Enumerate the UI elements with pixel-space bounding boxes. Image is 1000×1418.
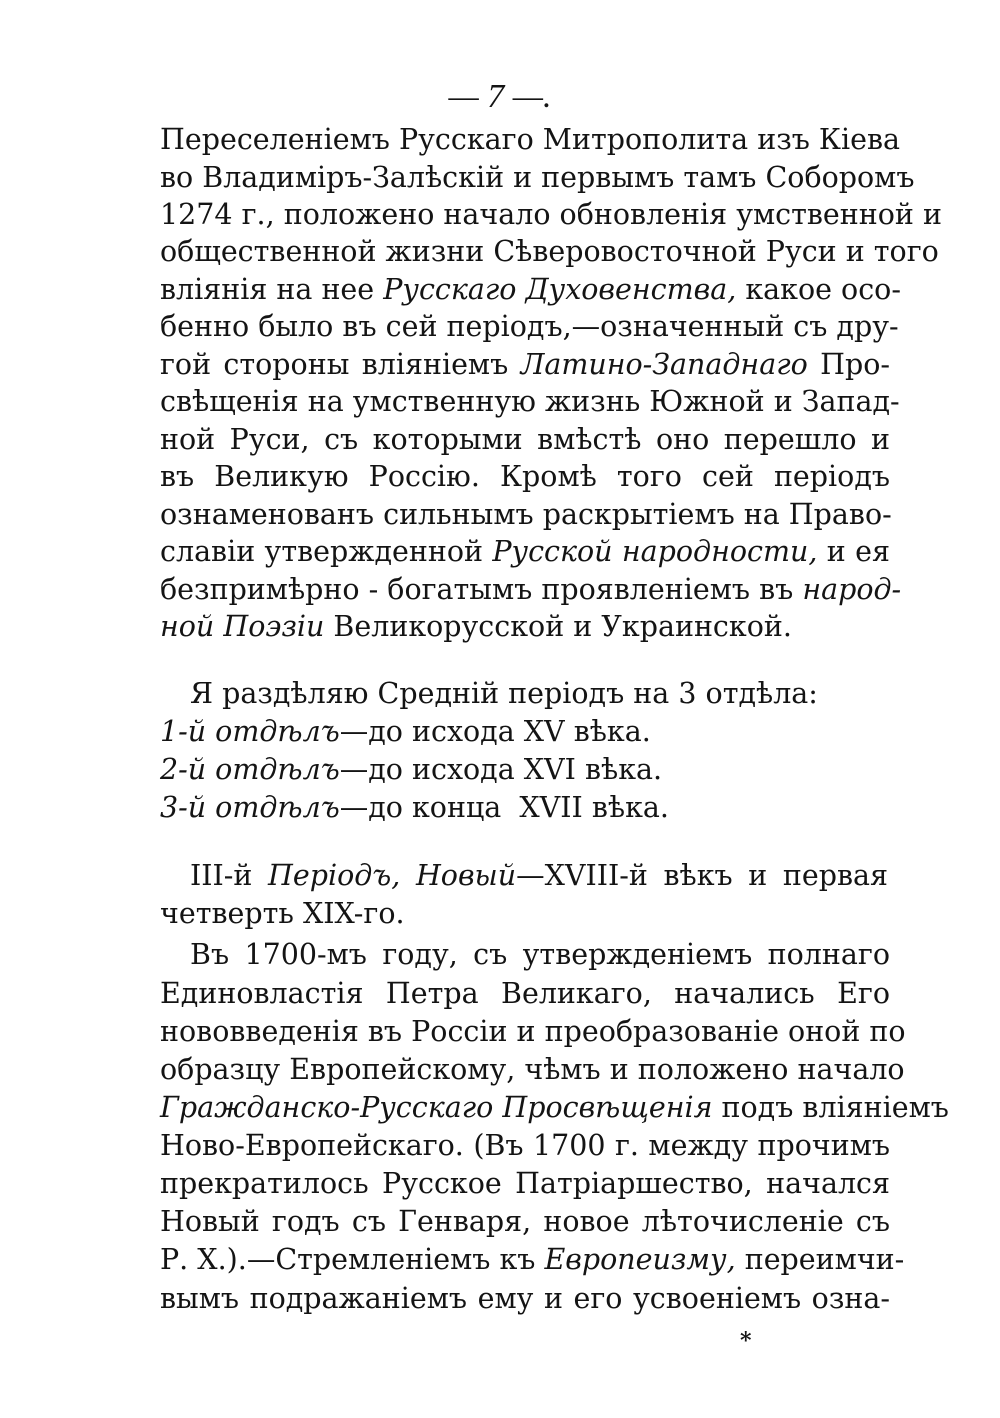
paragraph-2-line xyxy=(160,1126,890,1166)
text-run: Новый годъ съ Генваря, новое лѣточисленіе съ xyxy=(160,1205,890,1238)
paragraph-2-line xyxy=(160,1050,905,1090)
text-run: нововведенія въ Россіи и преобразованіе оной по xyxy=(160,1015,906,1048)
division-item xyxy=(160,750,720,790)
text-run: Переселеніемъ Русскаго Митрополита изъ Кіева xyxy=(160,123,901,156)
text-run: четверть XIX-го. xyxy=(160,897,405,930)
italic-text: 1-й отдѣлъ xyxy=(160,715,340,748)
paragraph-1-line xyxy=(160,232,939,272)
text-run: вымъ подражаніемъ ему и его усвоеніемъ озна- xyxy=(160,1282,890,1315)
text-run: Въ 1700-мъ году, съ утвержденіемъ полнаго xyxy=(190,938,890,971)
text-run: славіи утвержденной xyxy=(160,535,493,568)
text-run: во Владиміръ-Залѣскій и первымъ тамъ Соборомъ xyxy=(160,161,915,194)
text-run: образцу Европейскому, чѣмъ и положено начало xyxy=(160,1053,905,1086)
text-run: —до конца XVII вѣка. xyxy=(339,791,669,824)
italic-text: Европеизму, xyxy=(544,1243,736,1276)
text-run: безпримѣрно - богатымъ проявленіемъ въ xyxy=(160,573,803,606)
text-run: прекратилось Русское Патріаршество, начался xyxy=(160,1167,890,1200)
paragraph-1-line xyxy=(160,307,899,347)
paragraph-1-line xyxy=(160,457,890,497)
italic-text: 3-й отдѣлъ xyxy=(160,791,340,824)
paragraph-1-line xyxy=(160,345,890,385)
text-run: гой стороны вліяніемъ xyxy=(160,348,521,381)
paragraph-1-line xyxy=(160,570,902,610)
period-3-heading xyxy=(190,856,888,896)
division-item xyxy=(160,712,720,752)
divisions-intro xyxy=(190,674,830,714)
paragraph-1-line xyxy=(160,532,890,572)
text-run: въ Великую Россію. Кромѣ того сей періодъ xyxy=(160,460,890,493)
text-run: и ея xyxy=(817,535,890,568)
signature-mark: * xyxy=(740,1328,752,1354)
paragraph-1-line xyxy=(160,270,901,310)
paragraph-2-line xyxy=(160,1012,906,1052)
paragraph-2-line xyxy=(160,1202,890,1242)
italic-text: Періодъ, Новый xyxy=(268,859,517,892)
text-run: общественной жизни Сѣверовосточной Руси и того xyxy=(160,235,939,268)
text-run: —XVIII-й вѣкъ и первая xyxy=(516,859,888,892)
italic-text: 2-й отдѣлъ xyxy=(160,753,340,786)
paragraph-1-line xyxy=(160,382,900,422)
text-run: ной Руси, съ которыми вмѣстѣ оно перешло и xyxy=(160,423,890,456)
paragraph-2-line xyxy=(160,1279,890,1319)
text-run: Я раздѣляю Средній періодъ на 3 отдѣла: xyxy=(190,677,818,710)
text-run: вліянія на нее xyxy=(160,273,384,306)
text-run: ознаменованъ сильнымъ раскрытіемъ на Право- xyxy=(160,498,892,531)
italic-text: ной Поэзіи xyxy=(160,610,325,643)
paragraph-2-line xyxy=(160,1240,905,1280)
text-run: Р. Х.).—Стремленіемъ къ xyxy=(160,1243,545,1276)
page-number: — 7 —. xyxy=(448,78,552,115)
paragraph-1-line xyxy=(160,420,890,460)
text-run: Про- xyxy=(807,348,890,381)
paragraph-1-line xyxy=(160,495,890,535)
paragraph-1-line xyxy=(160,195,942,235)
text-run: III-й xyxy=(190,859,268,892)
text-run: —до исхода XVI вѣка. xyxy=(339,753,663,786)
text-run: какое осо- xyxy=(736,273,901,306)
paragraph-2-line xyxy=(160,974,890,1014)
italic-text: Латино-Западнаго xyxy=(520,348,808,381)
italic-text: Русскаго Духовенства, xyxy=(383,273,737,306)
italic-text: Русской народности, xyxy=(492,535,818,568)
italic-text: Гражданско-Русскаго Просвѣщенія xyxy=(160,1091,713,1124)
text-run: —до исхода XV вѣка. xyxy=(339,715,651,748)
paragraph-1-line xyxy=(160,158,915,198)
text-run: переимчи- xyxy=(735,1243,905,1276)
paragraph-2-line xyxy=(190,935,890,975)
text-run: свѣщенія на умственную жизнь Южной и Запад- xyxy=(160,385,900,418)
paragraph-1-line xyxy=(160,120,901,160)
period-3-heading xyxy=(160,894,560,934)
paragraph-2-line xyxy=(160,1164,890,1204)
text-run: 1274 г., положено начало обновленія умственной и xyxy=(160,198,942,231)
division-item xyxy=(160,788,720,828)
text-run: Великорусской и Украинской. xyxy=(324,610,792,643)
text-run: бенно было въ сей періодъ,—означенный съ дру- xyxy=(160,310,899,343)
text-run: Ново-Европейскаго. (Въ 1700 г. между прочимъ xyxy=(160,1129,890,1162)
text-run: Единовластія Петра Великаго, начались Его xyxy=(160,977,890,1010)
paragraph-2-line xyxy=(160,1088,949,1128)
italic-text: народ- xyxy=(802,573,902,606)
paragraph-1-line xyxy=(160,607,890,647)
text-run: подъ вліяніемъ xyxy=(712,1091,949,1124)
